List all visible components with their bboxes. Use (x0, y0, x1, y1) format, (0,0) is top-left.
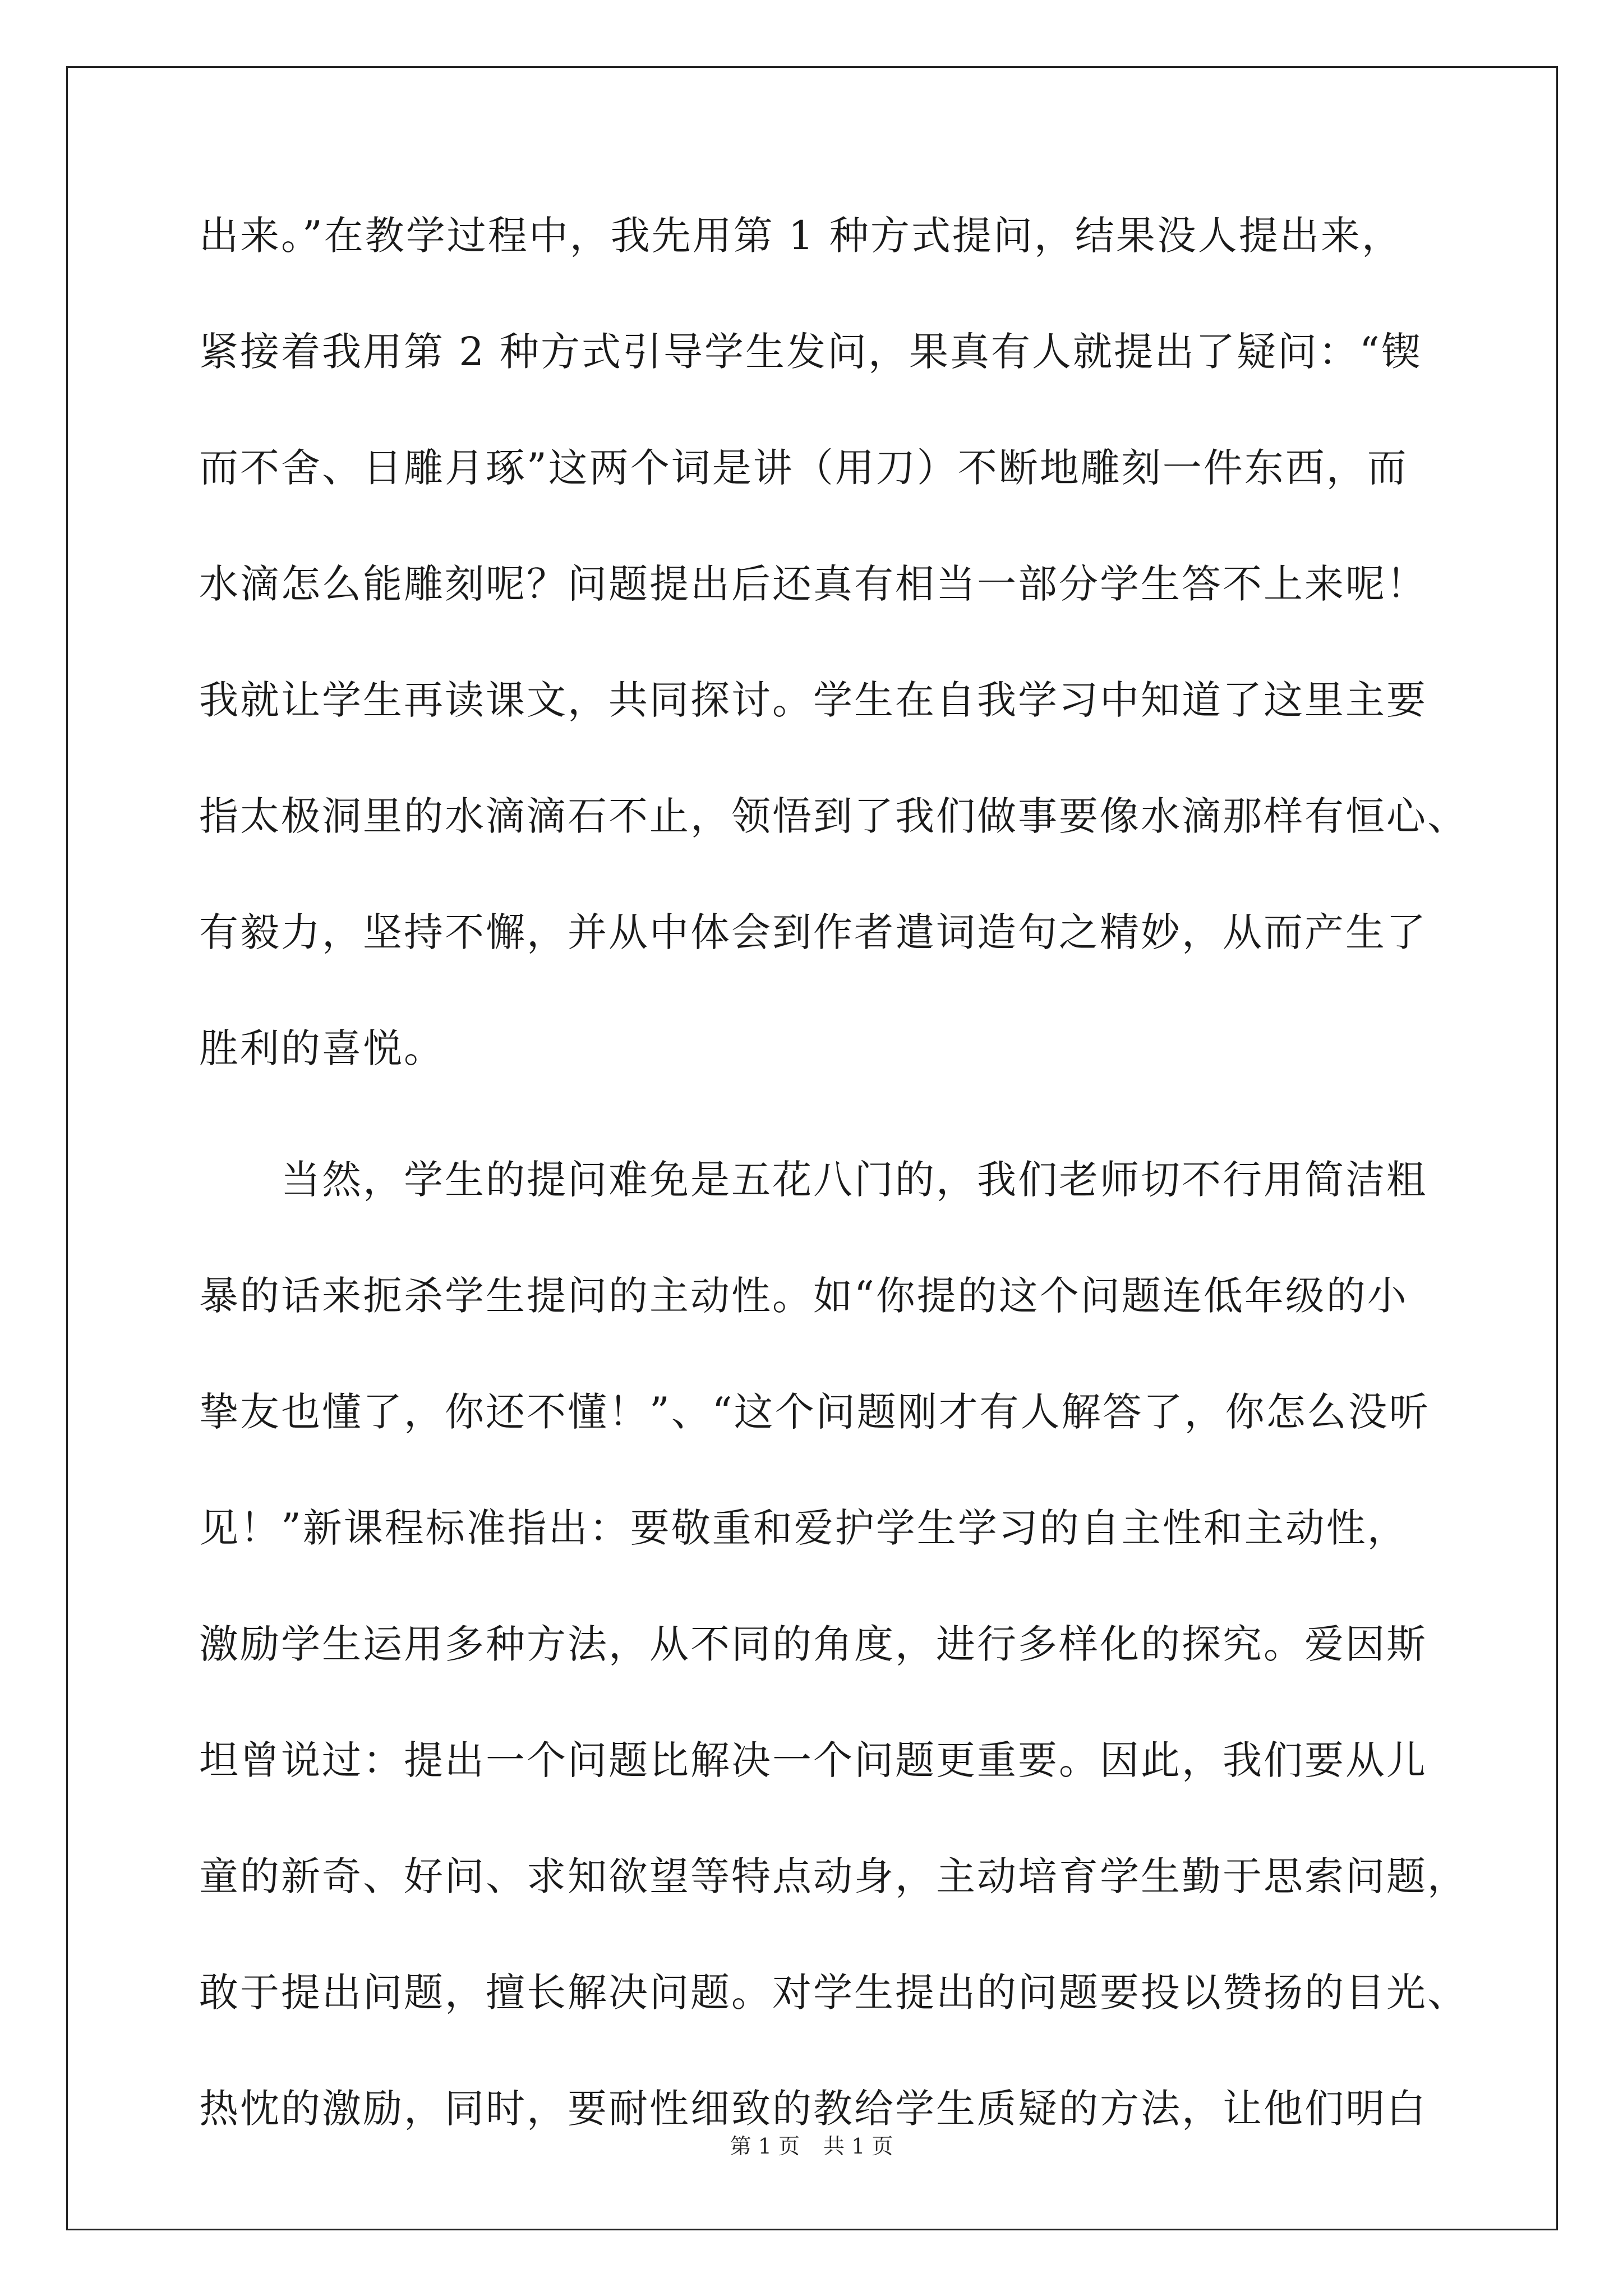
text-line: 胜利的喜悦。 (199, 1025, 445, 1071)
text-line: 童的新奇、好问、求知欲望等特点动身，主动培育学生勤于思索问题， (199, 1853, 1468, 1899)
page-total: 共 1 页 (823, 2134, 893, 2159)
text-line: 水滴怎么能雕刻呢？问题提出后还真有相当一部分学生答不上来呢！ (199, 561, 1427, 607)
text-line: 敢于提出问题，擅长解决问题。对学生提出的问题要投以赞扬的目光、 (199, 1970, 1468, 2016)
text-line: 坦曾说过：提出一个问题比解决一个问题更重要。因此，我们要从儿 (199, 1737, 1427, 1783)
text-line: 暴的话来扼杀学生提问的主动性。如“你提的这个问题连低年级的小 (199, 1273, 1408, 1319)
document-body (199, 196, 1468, 2185)
text-line: 出来。”在教学过程中，我先用第 1 种方式提问，结果没人提出来， (199, 213, 1403, 259)
text-line: 挚友也懂了，你还不懂！”、“这个问题刚才有人解答了，你怎么没听 (199, 1389, 1430, 1435)
text-line: 紧接着我用第 2 种方式引导学生发问，果真有人就提出了疑问：“锲 (199, 329, 1422, 375)
text-line: 见！”新课程标准指出：要敬重和爱护学生学习的自主性和主动性， (199, 1505, 1408, 1551)
page-number: 第 1 页 (730, 2134, 800, 2159)
text-line: 有毅力，坚持不懈，并从中体会到作者遣词造句之精妙，从而产生了 (199, 909, 1427, 955)
page-footer (0, 2133, 1623, 2160)
text-line: 热忱的激励，同时，要耐性细致的教给学生质疑的方法，让他们明白 (199, 2086, 1427, 2132)
text-line: 指太极洞里的水滴滴石不止，领悟到了我们做事要像水滴那样有恒心、 (199, 793, 1468, 839)
text-line: 我就让学生再读课文，共同探讨。学生在自我学习中知道了这里主要 (199, 677, 1427, 723)
text-line: 激励学生运用多种方法，从不同的角度，进行多样化的探究。爱因斯 (199, 1621, 1427, 1667)
text-line: 而不舍、日雕月琢”这两个词是讲（用刀）不断地雕刻一件东西，而 (199, 445, 1408, 491)
text-line: 当然，学生的提问难免是五花八门的，我们老师切不行用简洁粗 (199, 1157, 1427, 1203)
paragraph-gap (199, 1125, 1455, 1140)
